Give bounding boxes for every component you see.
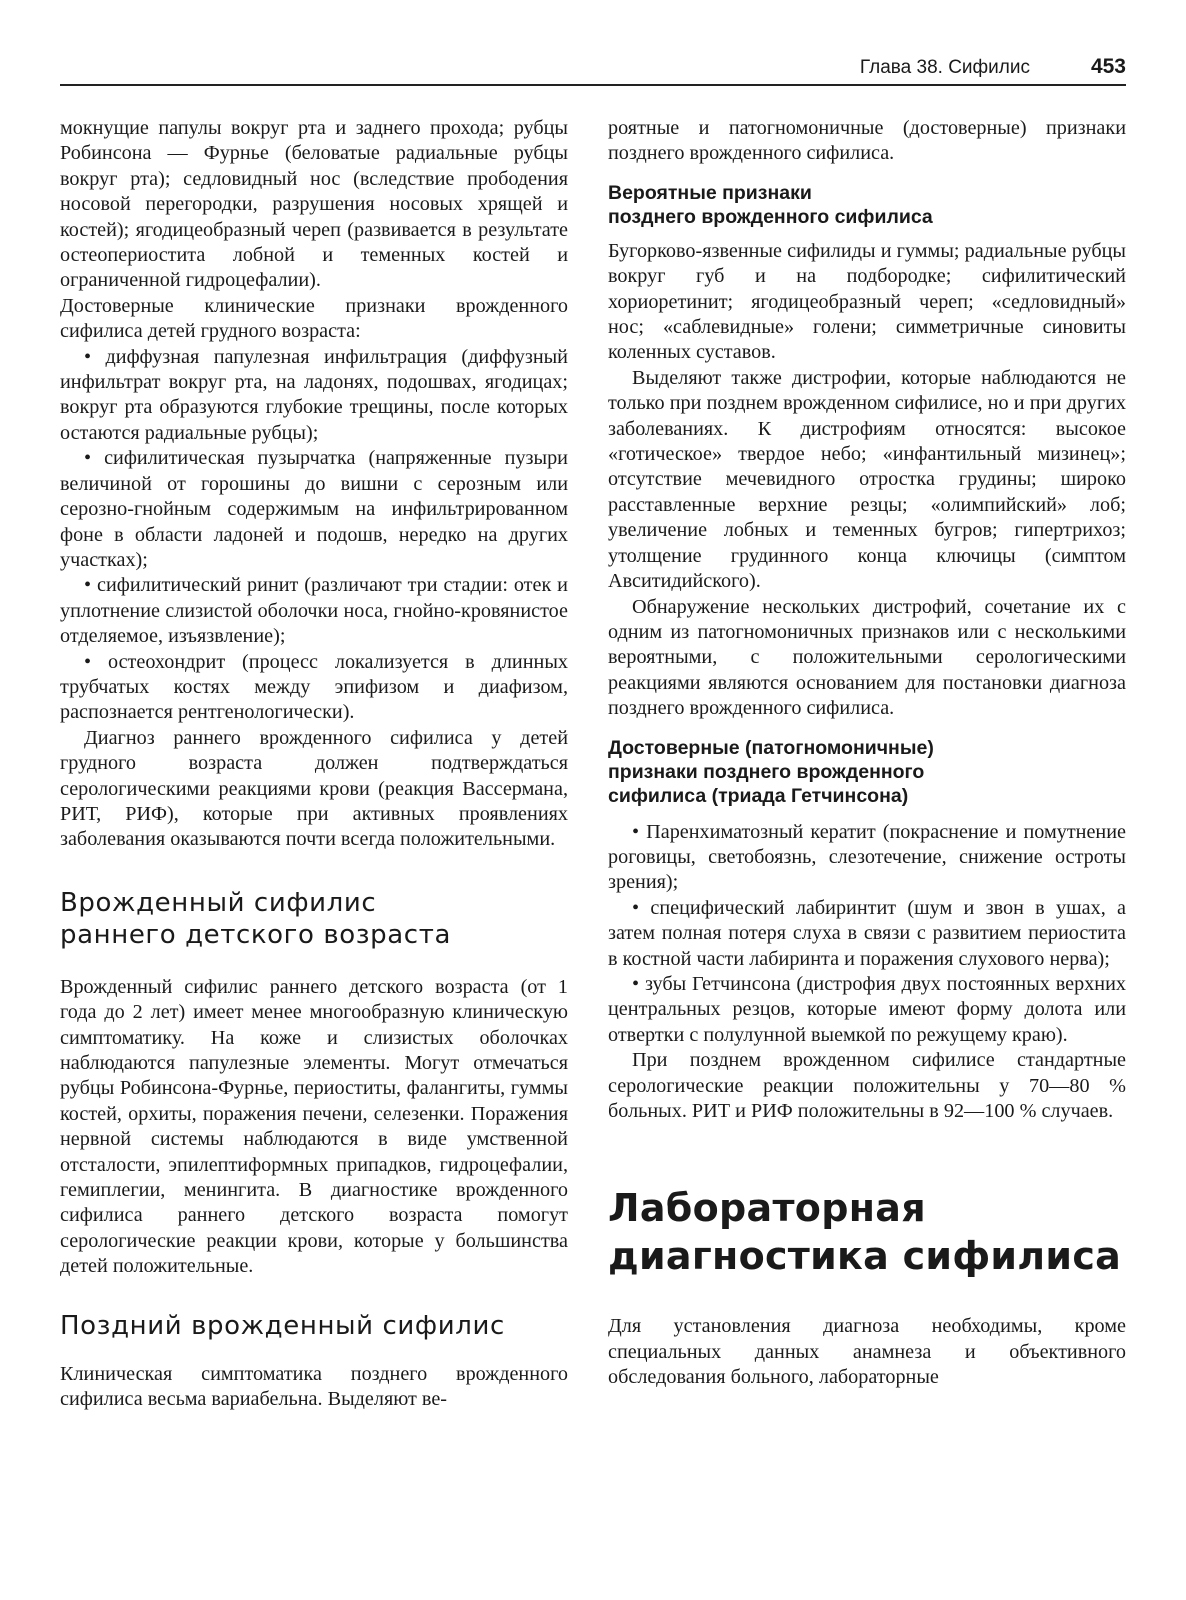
bullet-item: • сифилитический ринит (различают три стадии: отек и уплотнение слизистой оболочки носа, гнойно-кровянистое отделяемое, изъязвление); [60, 573, 568, 649]
paragraph: При позднем врожденном сифилисе стандартные серологические реакции положительны у 70—80 % больных. РИТ и РИФ положительны в 92—100 % случаев. [608, 1049, 1126, 1122]
right-column [608, 116, 1126, 1391]
heading-line: Врожденный сифилис [60, 887, 377, 918]
section-heading-late: Поздний врожденный сифилис [60, 1310, 505, 1341]
heading-line: позднего врожденного сифилиса [608, 205, 933, 228]
running-title: Глава 38. Сифилис [859, 57, 1030, 78]
subheading-reliable-signs [608, 736, 1126, 808]
paragraph: Обнаружение нескольких дистрофий, сочетание их с одним из патогномоничных признаков или с несколькими вероятными, с положительными серологическими реакциями являются основанием для постановки диагноза позднего врожденного сифилиса. [608, 595, 1126, 720]
paragraph: Для установления диагноза необходимы, кроме специальных данных анамнеза и объективного обследования больного, лабораторные [608, 1315, 1126, 1389]
paragraph: Выделяют также дистрофии, которые наблюдаются не только при позднем врожденном сифилисе, но и при других заболеваниях. К дистрофиям относятся: высокое «готическое» твердое небо; «инфантильный мизинец»; отсутствие мечевидного отростка грудины; широко расставленные верхние резцы; «олимпийский» лоб; увеличение лобных и теменных бугров; гипертрихоз; утолщение грудинного конца ключицы (симптом Авситидийского). [608, 366, 1126, 593]
section-heading-early-childhood [60, 887, 568, 951]
heading-line: признаки позднего врожденного [608, 760, 925, 783]
bullet-item: • Паренхиматозный кератит (покраснение и помутнение роговицы, светобоязнь, слезотечение, снижение остроты зрения); [608, 820, 1126, 896]
page-number: 453 [1090, 55, 1126, 78]
heading-line: Вероятные признаки [608, 181, 812, 204]
paragraph: роятные и патогномоничные (достоверные) признаки позднего врожденного сифилиса. [608, 117, 1126, 165]
page-header [60, 50, 1126, 86]
heading-line: Достоверные (патогномоничные) [608, 736, 934, 759]
heading-line: Лабораторная [608, 1186, 926, 1231]
heading-line: сифилиса (триада Гетчинсона) [608, 784, 909, 807]
bullet-item: • зубы Гетчинсона (дистрофия двух постоянных верхних центральных резцов, которые имеют форму долота или отвертки с полулунной выемкой по режущему краю). [608, 972, 1126, 1048]
heading-line: диагностика сифилиса [608, 1234, 1122, 1279]
subheading-probable-signs [608, 181, 1126, 229]
paragraph: Достоверные клинические признаки врожденного сифилиса детей грудного возраста: [60, 294, 568, 343]
paragraph: мокнущие папулы вокруг рта и заднего прохода; рубцы Робинсона — Фурнье (беловатые радиальные рубцы вокруг рта); седловидный нос (вследствие прободения носовой перегородки, разрушения носовых хрящей и костей); ягодицеобразный череп (развивается в результате остеопериостита лобной и теменных костей и ограниченной гидроцефалии). [60, 117, 568, 292]
paragraph: Врожденный сифилис раннего детского возраста (от 1 года до 2 лет) имеет менее многообразную клиническую симптоматику. На коже и слизистых оболочках наблюдаются папулезные элементы. Могут отмечаться рубцы Робинсона-Фурнье, периоститы, фалангиты, гуммы костей, орхиты, поражения печени, селезенки. Поражения нервной системы наблюдаются в виде умственной отсталости, эпилептиформных припадков, гидроцефалии, гемиплегии, менингита. В диагностике врожденного сифилиса раннего детского возраста помогут серологические реакции крови, которые у большинства детей положительные. [60, 975, 568, 1278]
heading-line: раннего детского возраста [60, 919, 451, 950]
bullet-item: • остеохондрит (процесс локализуется в длинных трубчатых костях между эпифизом и диафизом, распознается рентгенологически). [60, 650, 568, 726]
left-column [60, 116, 568, 1412]
chapter-section-heading-lab [608, 1184, 1126, 1280]
bullet-item: • диффузная папулезная инфильтрация (диффузный инфильтрат вокруг рта, на ладонях, подошвах, ягодицах; вокруг рта образуются глубокие трещины, после которых остаются радиальные рубцы); [60, 345, 568, 447]
bullet-item: • сифилитическая пузырчатка (напряженные пузыри величиной от горошины до вишни с серозным или серозно-гнойным содержимым на инфильтрированном фоне в области ладоней и подошв, нередко на других участках); [60, 446, 568, 573]
paragraph: Бугорково-язвенные сифилиды и гуммы; радиальные рубцы вокруг губ и на подбородке; сифилитический хориоретинит; ягодицеобразный череп; «седловидный» нос; «саблевидные» голени; симметричные синовиты коленных суставов. [608, 239, 1126, 364]
paragraph: Диагноз раннего врожденного сифилиса у детей грудного возраста должен подтверждаться серологическими реакциями крови (реакция Вассермана, РИТ, РИФ), которые при активных проявлениях заболевания оказываются почти всегда положительными. [60, 726, 568, 851]
paragraph: Клиническая симптоматика позднего врожденного сифилиса весьма вариабельна. Выделяют ве- [60, 1362, 568, 1411]
bullet-item: • специфический лабиринтит (шум и звон в ушах, а затем полная потеря слуха в связи с развитием периостита в костной части лабиринта и поражения слухового нерва); [608, 896, 1126, 972]
